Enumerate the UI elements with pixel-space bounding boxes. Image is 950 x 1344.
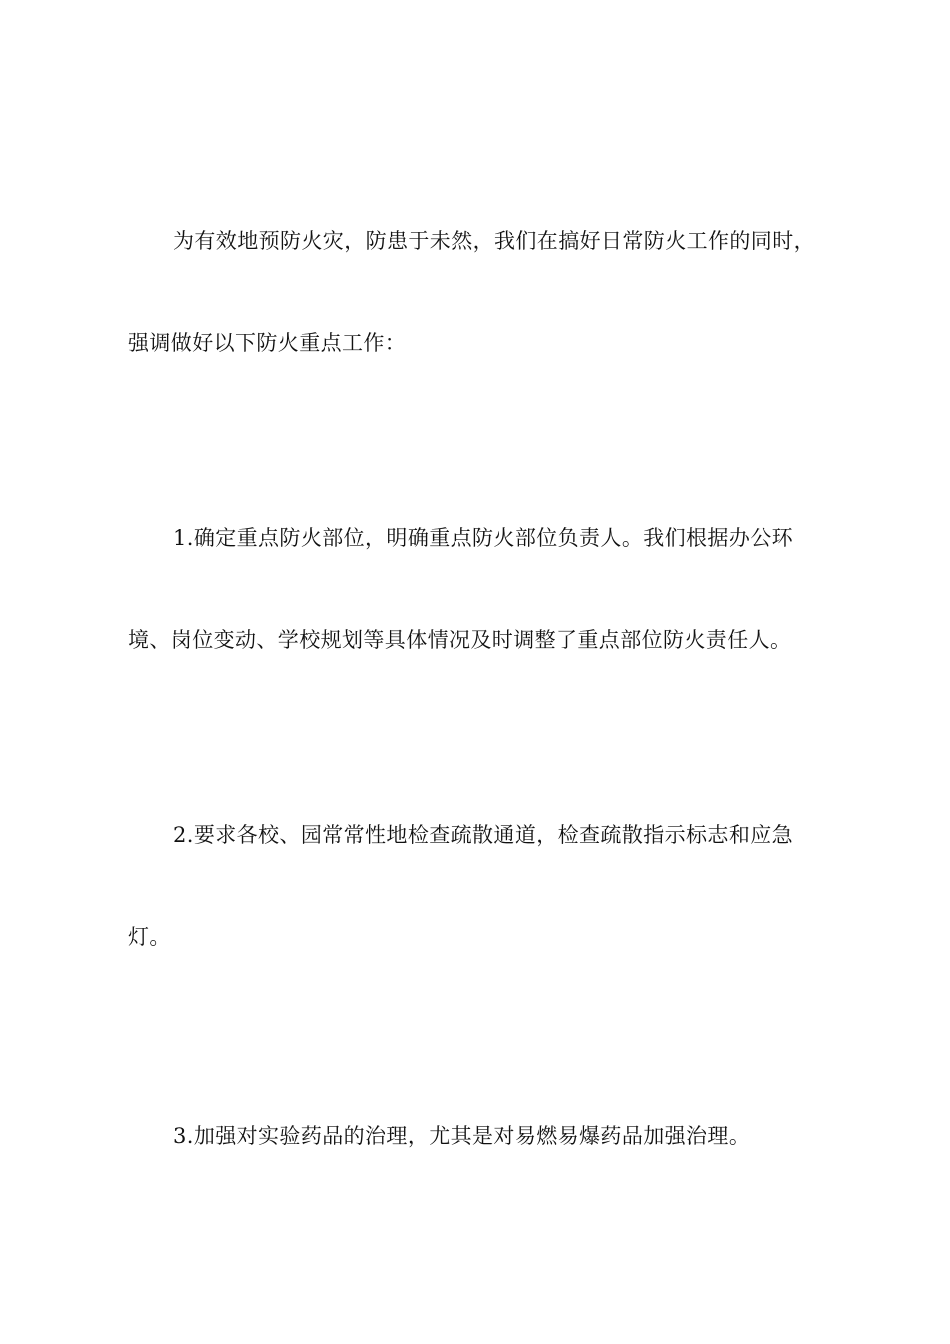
paragraph-line: 2.要求各校、园常常性地检查疏散通道，检查疏散指示标志和应急: [173, 823, 794, 847]
paragraph-line: 3.加强对实验药品的治理，尤其是对易燃易爆药品加强治理。: [173, 1124, 751, 1148]
paragraph-line: 为有效地预防火灾，防患于未然，我们在搞好日常防火工作的同时，: [173, 229, 815, 253]
paragraph-line: 灯。: [128, 925, 171, 949]
paragraph-line: 境、岗位变动、学校规划等具体情况及时调整了重点部位防火责任人。: [128, 628, 792, 652]
paragraph-line: 强调做好以下防火重点工作：: [128, 331, 407, 355]
paragraph-line: 1.确定重点防火部位，明确重点防火部位负责人。我们根据办公环: [173, 526, 794, 550]
